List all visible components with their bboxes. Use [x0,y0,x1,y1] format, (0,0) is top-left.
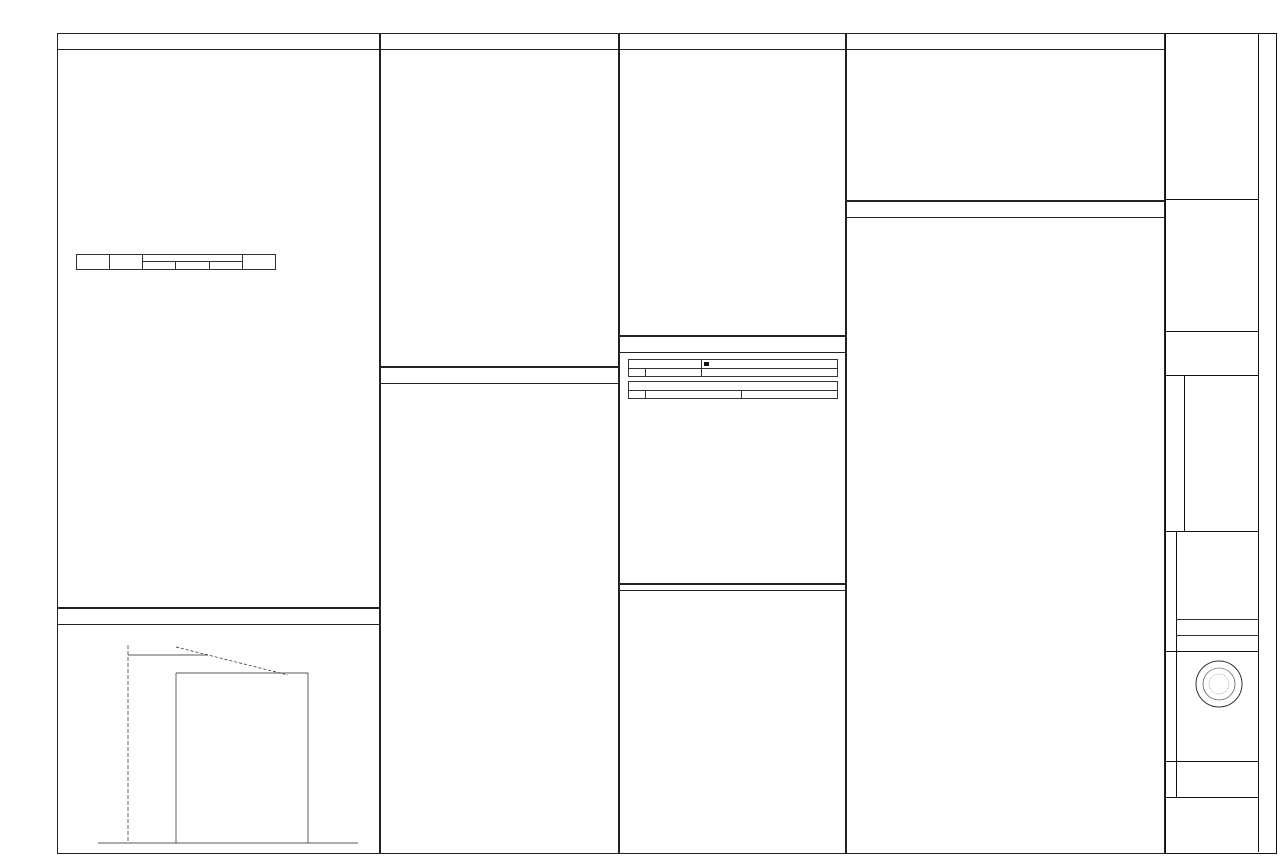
progress-inspections-title [629,382,838,391]
drawn-by-row [1167,517,1171,529]
si-code-header [702,368,838,377]
revision-rule-2 [1176,619,1258,620]
job-row [1175,509,1179,529]
zoning-col-header [143,262,176,269]
consultant-2-name [1166,206,1258,212]
symbols-title [620,34,845,50]
sky-exposure-panel [57,608,380,854]
owner-label [1166,331,1258,333]
revision-rule-1 [1176,635,1258,636]
special-inspections-panel [619,336,846,584]
pi-code-header [742,390,838,399]
accessible-units-footnote [381,722,618,728]
building-notes-panel [846,201,1165,854]
egress-load-text [620,591,748,597]
nyc-admin-panel [380,367,619,854]
separate-applications-title [847,34,1164,50]
net-col-header [242,255,275,270]
firm-block [1166,34,1258,200]
pi-items-header [646,390,742,399]
legend-rows [381,50,618,366]
separate-applications-panel [846,33,1165,201]
project-meta-column [1166,375,1185,531]
barcode [1184,727,1248,737]
si-yn-header [629,368,646,377]
progress-inspections-table [628,381,838,399]
revision-block [1166,531,1258,652]
nyc-admin-title [381,368,618,384]
energy-col-header [176,262,209,269]
revision-header-column [1166,531,1177,651]
egress-panel [619,584,846,854]
drawing-no-row [1180,787,1184,793]
si-note [620,377,845,379]
si-items-header [646,368,702,377]
dob-block [1166,761,1258,798]
separate-applications-text [847,50,1164,70]
egress-load-block [620,591,845,597]
building-notes-title [847,202,1164,218]
report-required-swatch [704,362,709,366]
architect-seal [1194,659,1244,709]
owner-block [1166,331,1258,376]
floor-col-header [77,255,110,270]
zoning-header-text [58,50,379,254]
mechanical-col-header [209,262,242,269]
legend-panel [380,33,619,367]
sky-exposure-title-bar [58,609,379,625]
symbols-panel [619,33,846,336]
seal-label-column [1166,651,1177,761]
floor-area-table [76,254,276,270]
legend-title-bar [381,34,618,50]
deductions-header [143,255,242,262]
si-key-label [629,360,702,369]
zoning-analysis-panel [57,33,380,608]
si-key-required-cell [702,360,838,369]
egress-load-right [748,591,758,597]
seal-block [1166,651,1258,762]
nyc-admin-text [381,384,618,718]
special-inspections-title [620,337,845,353]
disclaimer-column [1258,34,1277,852]
zoning-body-text [58,270,379,276]
gross-col-header [110,255,143,270]
sky-exposure-diagram [58,625,379,853]
pi-yn-header [629,390,646,399]
special-inspections-table [628,359,838,377]
project-info-block [1166,375,1258,532]
zoning-analysis-title [58,34,379,50]
title-block [1165,33,1277,854]
symbol-rows [620,50,845,336]
building-notes-text [847,218,1164,224]
consultants-block [1166,199,1258,332]
dob-label-column [1166,761,1177,797]
